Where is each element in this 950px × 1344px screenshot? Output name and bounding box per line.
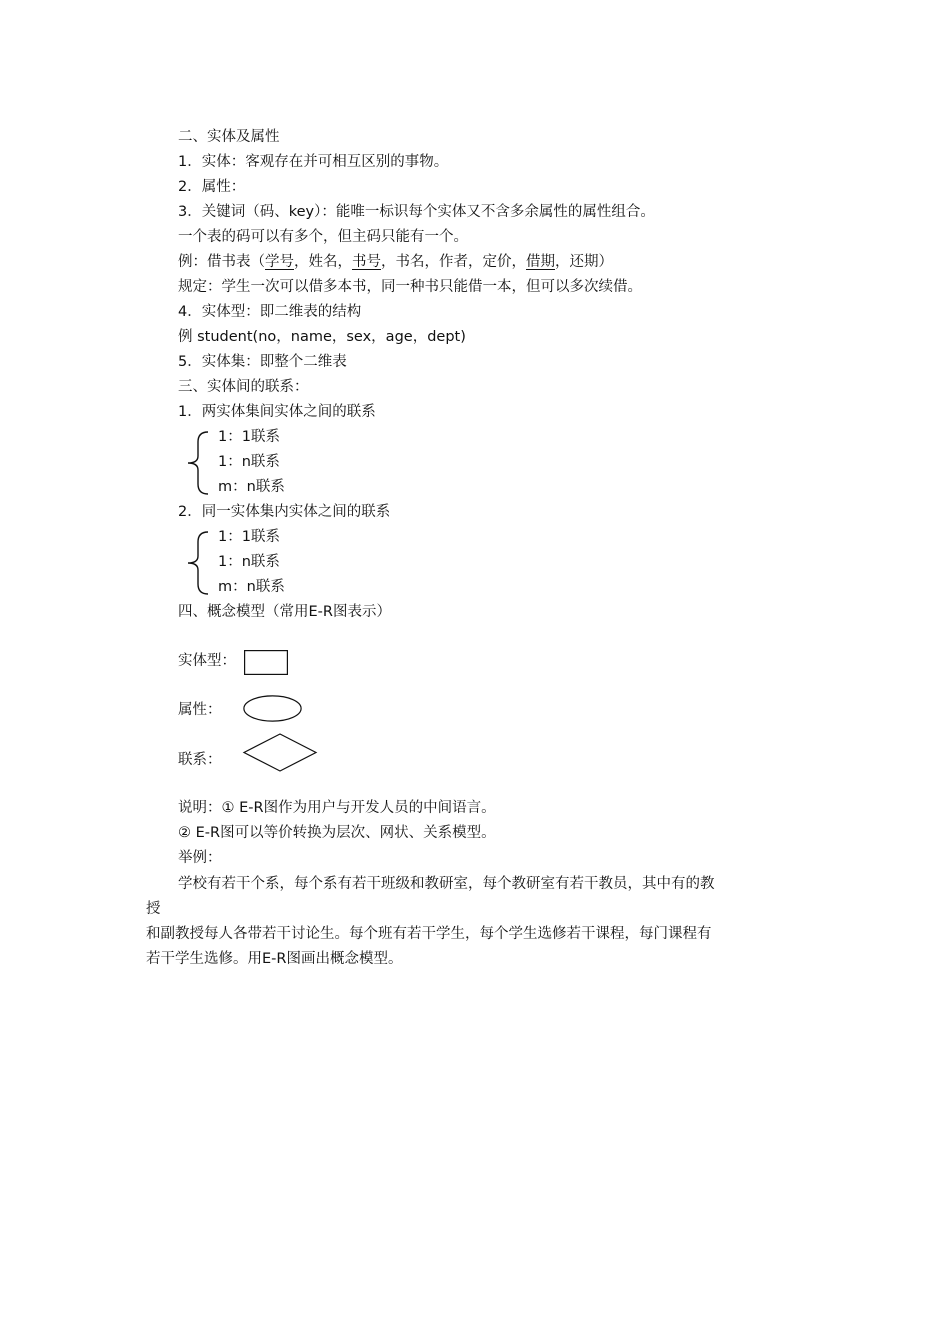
entity-symbol-label: 实体型： <box>178 653 236 669</box>
relation-m-n: m：n联系 <box>218 579 285 595</box>
example-paragraph-line: 授 <box>146 901 161 917</box>
borrow-rule: 规定：学生一次可以借多本书，同一种书只能借一本，但可以多次续借。 <box>178 279 642 295</box>
brace-group-1 <box>184 430 214 496</box>
attribute-symbol-label: 属性： <box>178 702 222 718</box>
relation-1-1: 1：1联系 <box>218 529 280 545</box>
example-borrow-table <box>178 252 613 272</box>
definition-attribute: 2．属性： <box>178 179 246 195</box>
key-field-book-id: 书号 <box>352 254 381 270</box>
example-paragraph-line: 学校有若干个系，每个系有若干班级和教研室，每个教研室有若干教员，其中有的教 <box>178 876 715 892</box>
key-note: 一个表的码可以有多个，但主码只能有一个。 <box>178 229 468 245</box>
example-sep-3: ，还期） <box>555 254 613 270</box>
section-4-heading: 四、概念模型（常用E-R图表示） <box>178 604 391 620</box>
key-field-borrow-date: 借期 <box>526 254 555 270</box>
entity-type-example: 例 student(no，name，sex，age，dept) <box>178 329 466 345</box>
example-paragraph-line: 和副教授每人各带若干讨论生。每个班有若干学生，每个学生选修若干课程，每门课程有 <box>146 926 712 942</box>
example-label: 举例： <box>178 850 222 866</box>
example-sep-1: ，姓名， <box>294 254 352 270</box>
relation-group-2-title: 2．同一实体集内实体之间的联系 <box>178 504 391 520</box>
er-note-2: ② E-R图可以等价转换为层次、网状、关系模型。 <box>178 825 496 841</box>
definition-entity-set: 5．实体集：即整个二维表 <box>178 354 347 370</box>
relation-symbol-label: 联系： <box>178 752 222 768</box>
example-prefix: 例：借书表（ <box>178 254 265 270</box>
section-3-heading: 三、实体间的联系： <box>178 379 309 395</box>
definition-entity-type: 4．实体型：即二维表的结构 <box>178 304 362 320</box>
relation-1-1: 1：1联系 <box>218 429 280 445</box>
brace-group-2 <box>184 530 214 596</box>
section-2-heading: 二、实体及属性 <box>178 129 280 145</box>
relation-m-n: m：n联系 <box>218 479 285 495</box>
key-field-student-id: 学号 <box>265 254 294 270</box>
entity-rectangle-symbol <box>244 650 288 675</box>
relation-diamond-symbol <box>243 733 317 772</box>
relation-1-n: 1：n联系 <box>218 454 280 470</box>
er-note-1: 说明：① E-R图作为用户与开发人员的中间语言。 <box>178 800 496 816</box>
relation-1-n: 1：n联系 <box>218 554 280 570</box>
relation-group-1-title: 1．两实体集间实体之间的联系 <box>178 404 376 420</box>
definition-entity: 1．实体：客观存在并可相互区别的事物。 <box>178 154 449 170</box>
example-paragraph-line: 若干学生选修。用E-R图画出概念模型。 <box>146 951 403 967</box>
definition-key: 3．关键词（码、key）：能唯一标识每个实体又不含多余属性的属性组合。 <box>178 204 655 220</box>
example-sep-2: ，书名，作者，定价， <box>381 254 526 270</box>
attribute-ellipse-symbol <box>243 695 302 722</box>
